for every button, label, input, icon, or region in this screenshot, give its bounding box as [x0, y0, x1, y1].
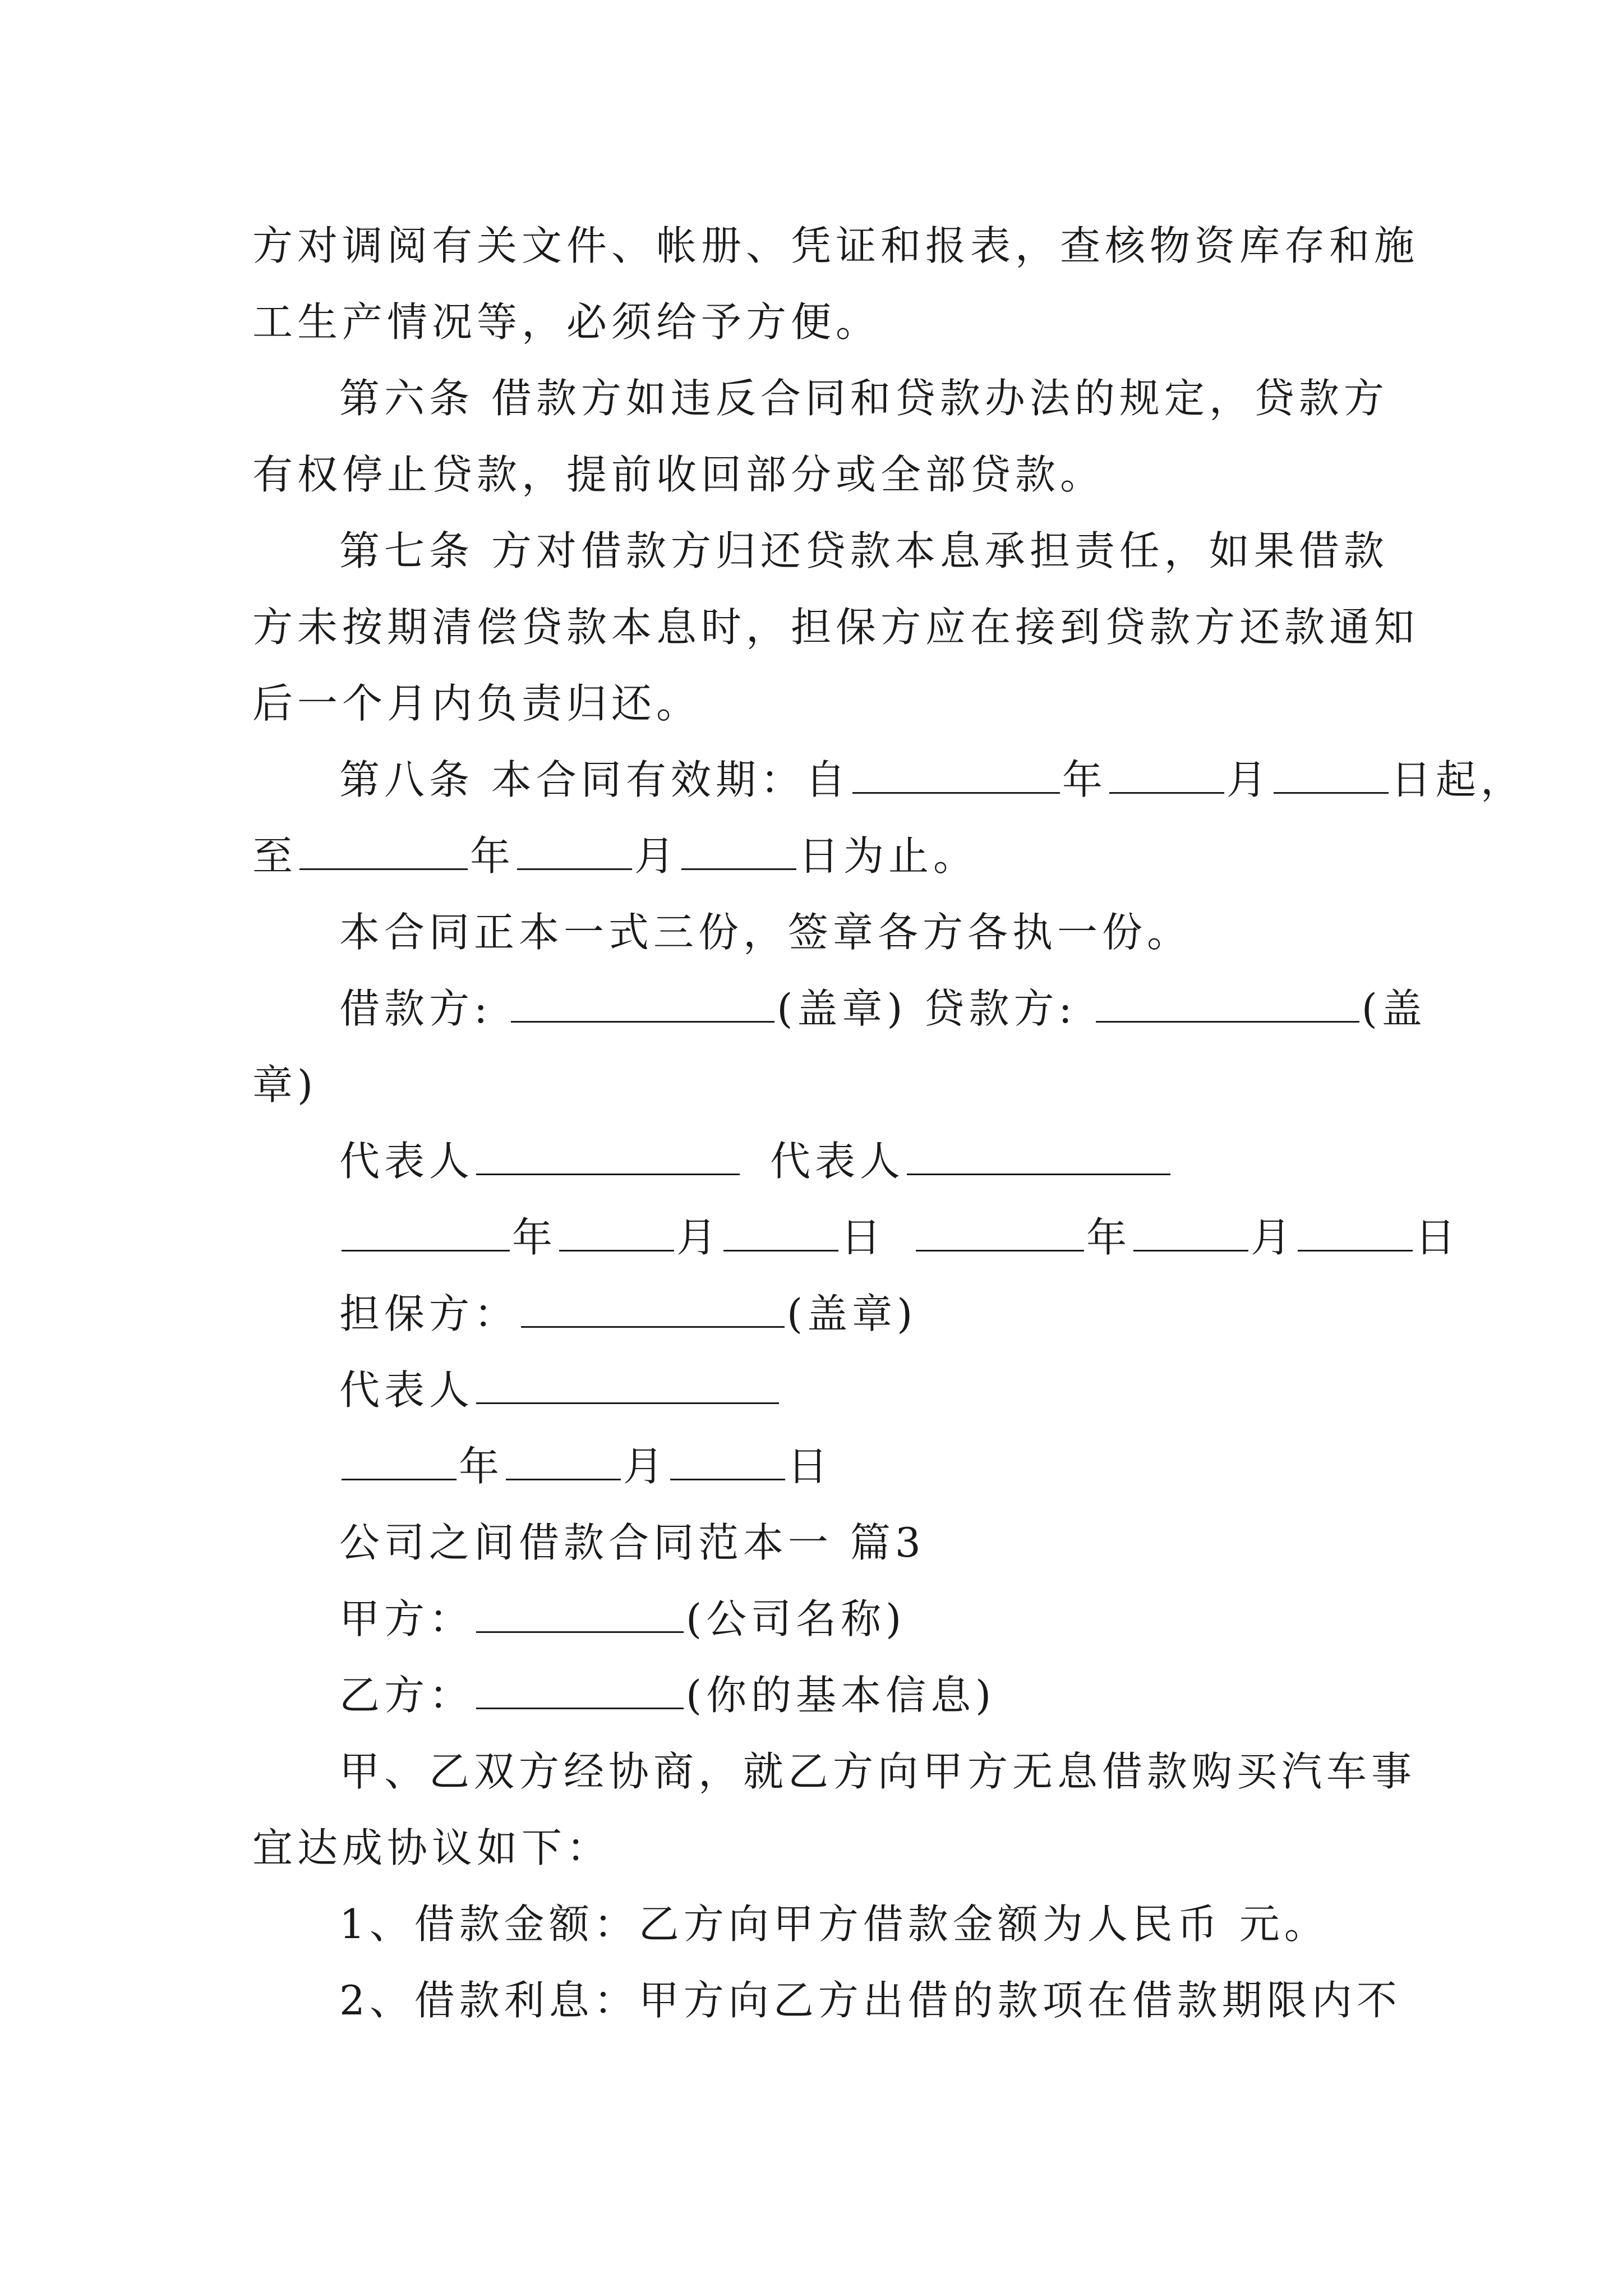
- year-blank: [916, 1216, 1084, 1251]
- text-line: 工生产情况等，必须给予方便。: [252, 298, 881, 346]
- year-blank: [342, 1216, 510, 1251]
- month-label: 月: [1226, 756, 1271, 803]
- month-blank: [517, 835, 632, 870]
- text-line: 后一个月内负责归还。: [252, 680, 702, 727]
- year-label: 年: [459, 1443, 504, 1490]
- party-b-note: (你的基本信息): [686, 1672, 996, 1719]
- day-blank: [723, 1216, 838, 1251]
- day-label: 日: [787, 1443, 833, 1490]
- article-6-line: 第六条 借款方如违反合同和贷款办法的规定，贷款方: [339, 375, 1389, 422]
- representative-label: 代表人: [770, 1138, 905, 1185]
- representative-label: 代表人: [339, 1138, 474, 1185]
- representative-line: [252, 1123, 1380, 1199]
- guarantor-line: [252, 1276, 1380, 1352]
- signature-line-parties: [252, 970, 1427, 1047]
- party-b-line: [252, 1657, 1380, 1733]
- agreement-line: 甲、乙双方经协商，就乙方向甲方无息借款购买汽车事: [339, 1748, 1417, 1795]
- party-b-label: 乙方：: [339, 1672, 474, 1719]
- party-a-blank: [476, 1598, 684, 1633]
- representative-blank: [907, 1140, 1170, 1175]
- day-label: 日: [1415, 1214, 1460, 1261]
- borrower-blank: [511, 987, 774, 1023]
- to-label: 至: [252, 832, 298, 880]
- item-2-line: 2、借款利息：甲方向乙方出借的款项在借款期限内不: [339, 1977, 1401, 2024]
- day-blank: [1274, 758, 1389, 794]
- representative-blank: [476, 1140, 740, 1175]
- agreement-line: 宜达成协议如下：: [252, 1824, 612, 1871]
- lender-blank: [1096, 987, 1359, 1023]
- month-label: 月: [623, 1443, 668, 1490]
- party-a-note: (公司名称): [686, 1595, 906, 1642]
- seal-close-line: 章): [252, 1061, 318, 1108]
- representative-label: 代表人: [339, 1366, 474, 1414]
- article-8-label: 第八条 本合同有效期：自: [339, 756, 850, 803]
- month-blank: [1109, 758, 1224, 794]
- seal-label: (盖章): [787, 1290, 917, 1337]
- section-title: 公司之间借款合同范本一 篇3: [339, 1519, 925, 1566]
- seal-label: (盖章): [777, 985, 907, 1032]
- article-7-line: 第七条 方对借款方归还贷款本息承担责任，如果借款: [339, 527, 1389, 574]
- text-line: 方未按期清偿贷款本息时，担保方应在接到贷款方还款通知: [252, 604, 1419, 651]
- seal-open-label: (盖: [1361, 985, 1427, 1032]
- day-label: 日: [841, 1214, 886, 1261]
- guarantor-label: 担保方：: [339, 1290, 519, 1337]
- month-blank: [506, 1445, 621, 1480]
- text-line: 有权停止贷款，提前收回部分或全部贷款。: [252, 451, 1105, 498]
- year-label: 年: [470, 832, 515, 880]
- year-label: 年: [1086, 1214, 1132, 1261]
- guarantor-blank: [521, 1292, 785, 1328]
- year-blank: [299, 835, 468, 870]
- guarantor-representative-line: [252, 1352, 1380, 1428]
- validity-end-line: [252, 818, 1380, 894]
- item-1-line: 1、借款金额：乙方向甲方借款金额为人民币 元。: [339, 1901, 1329, 1948]
- month-label: 月: [634, 832, 680, 880]
- month-label: 月: [676, 1214, 722, 1261]
- year-label: 年: [1062, 756, 1107, 803]
- party-b-blank: [476, 1674, 684, 1709]
- borrower-label: 借款方:: [339, 985, 492, 1032]
- lender-label: 贷款方:: [924, 985, 1077, 1032]
- year-blank: [342, 1445, 457, 1480]
- day-label: 日起，: [1390, 756, 1525, 803]
- representative-blank: [476, 1369, 779, 1404]
- day-label: 日为止。: [799, 832, 979, 880]
- day-blank: [681, 835, 796, 870]
- article-8-line: [252, 742, 1525, 818]
- year-label: 年: [512, 1214, 557, 1261]
- text-line: 方对调阅有关文件、帐册、凭证和报表，查核物资库存和施: [252, 222, 1419, 269]
- month-blank: [559, 1216, 674, 1251]
- day-blank: [670, 1445, 785, 1480]
- day-blank: [1298, 1216, 1413, 1251]
- party-a-label: 甲方：: [339, 1595, 474, 1642]
- guarantor-date-line: [252, 1428, 1380, 1504]
- document-page: [252, 208, 1525, 2039]
- year-blank: [852, 758, 1060, 794]
- date-line-parties: [252, 1199, 1460, 1276]
- party-a-line: [252, 1581, 1380, 1657]
- month-blank: [1133, 1216, 1248, 1251]
- copies-line: 本合同正本一式三份，签章各方各执一份。: [339, 909, 1192, 956]
- month-label: 月: [1251, 1214, 1296, 1261]
